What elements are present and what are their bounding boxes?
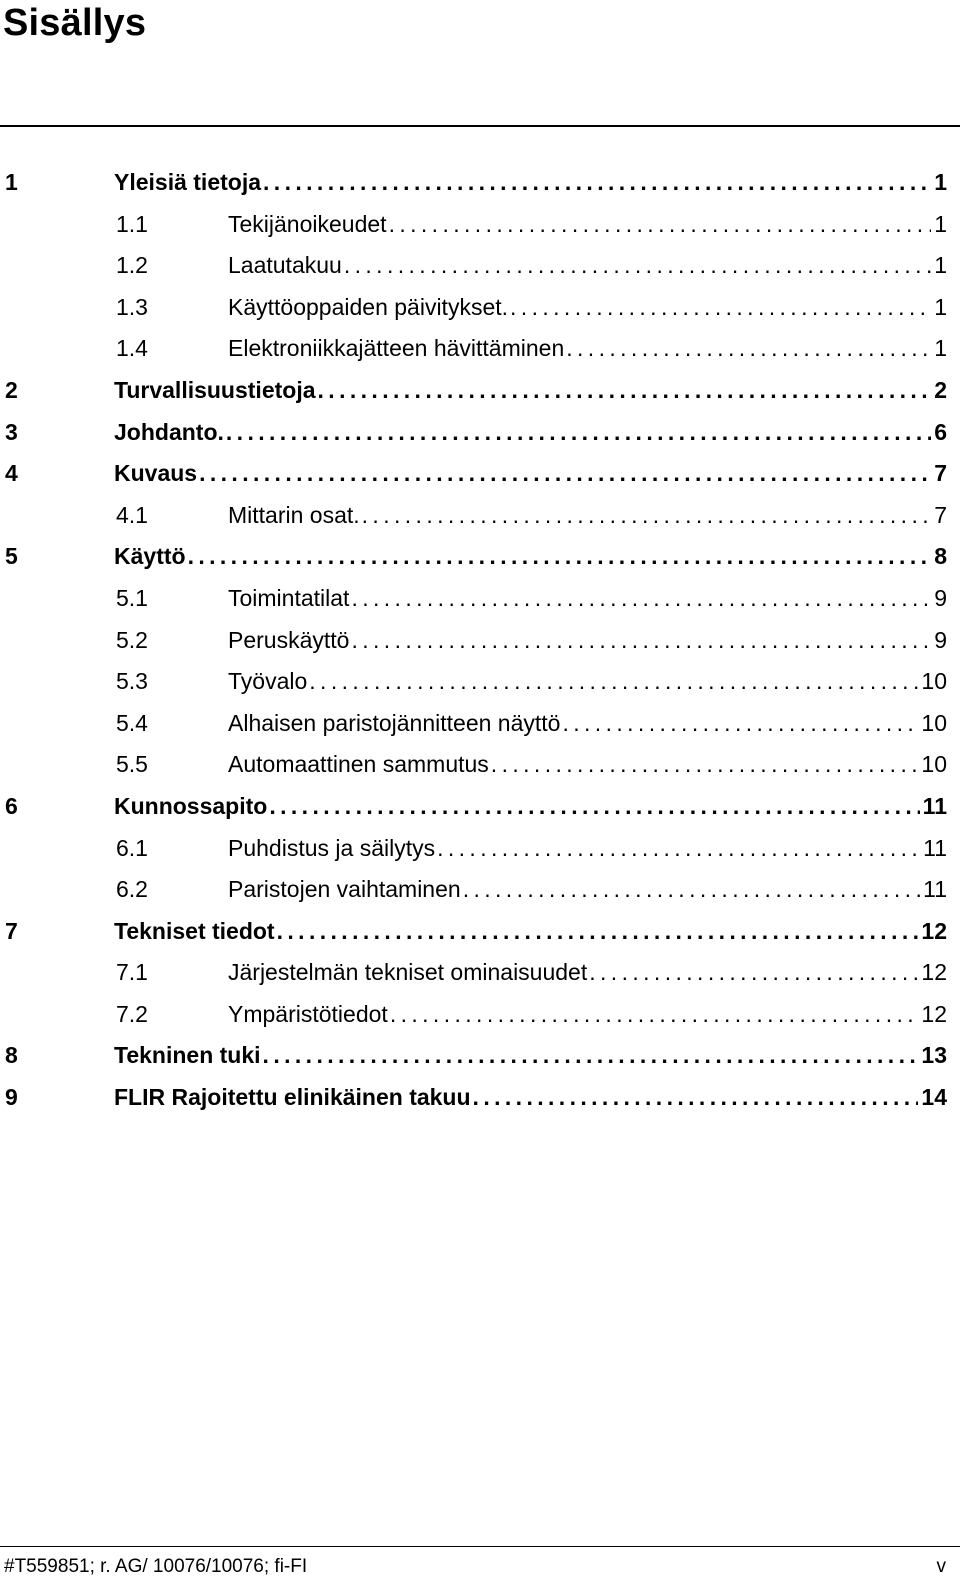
toc-entry-number: 7.1	[116, 959, 148, 986]
toc-chapter-entry[interactable]	[0, 536, 960, 578]
toc-section-entry[interactable]	[0, 245, 960, 287]
toc-entry-page: 14	[921, 1084, 947, 1111]
toc-entry-number: 1.1	[116, 210, 148, 237]
toc-dot-leader	[263, 162, 931, 204]
toc-dot-leader	[463, 869, 920, 911]
toc-dot-leader	[277, 911, 919, 953]
toc-section-entry[interactable]	[0, 703, 960, 745]
toc-entry-number: 5.4	[116, 709, 148, 736]
toc-section-entry[interactable]	[0, 661, 960, 703]
page-title: Sisällys	[3, 2, 147, 44]
toc-chapter-entry[interactable]	[0, 370, 960, 412]
toc-entry-page: 1	[934, 169, 947, 195]
toc-entry-page: 13	[921, 1042, 947, 1069]
toc-entry-title: Alhaisen paristojännitteen näyttö	[228, 709, 561, 736]
toc-chapter-entry[interactable]	[0, 1035, 960, 1077]
toc-entry-page: 12	[921, 1000, 947, 1027]
toc-entry-number: 5.1	[116, 584, 148, 611]
toc-dot-leader	[589, 952, 918, 994]
toc-entry-number: 5.2	[116, 626, 148, 653]
toc-entry-number: 9	[5, 1084, 18, 1111]
toc-dot-leader	[473, 1077, 919, 1119]
toc-entry-title: Tekniset tiedot	[114, 917, 275, 944]
toc-entry-page: 12	[921, 959, 947, 986]
toc-entry-title: Työvalo	[228, 668, 308, 695]
toc-entry-page: 12	[921, 917, 947, 944]
toc-entry-page: 11	[923, 834, 947, 861]
toc-chapter-entry[interactable]	[0, 911, 960, 953]
toc-dot-leader	[351, 620, 931, 662]
toc-entry-title: Johdanto.	[114, 418, 224, 445]
toc-chapter-entry[interactable]	[0, 162, 960, 204]
toc-entry-number: 5.5	[116, 751, 148, 778]
toc-dot-leader	[318, 370, 932, 412]
toc-entry-title: Tekninen tuki	[114, 1042, 261, 1069]
toc-section-entry[interactable]	[0, 869, 960, 911]
toc-entry-number: 4.1	[116, 501, 148, 528]
toc-entry-title: Ympäristötiedot	[228, 1000, 388, 1027]
toc-dot-leader	[362, 495, 932, 537]
toc-entry-page: 9	[934, 584, 947, 611]
toc-section-entry[interactable]	[0, 578, 960, 620]
toc-entry-page: 11	[923, 876, 947, 903]
toc-entry-page: 1	[934, 210, 947, 237]
footer-document-id: #T559851; r. AG/ 10076/10076; fi-FI	[4, 1556, 308, 1577]
toc-entry-page: 1	[934, 252, 947, 279]
toc-chapter-entry[interactable]	[0, 786, 960, 828]
footer-divider	[0, 1546, 960, 1547]
toc-entry-number: 1.4	[116, 335, 148, 362]
toc-entry-number: 6.2	[116, 876, 148, 903]
toc-entry-title: Turvallisuustietoja	[114, 376, 316, 403]
toc-section-entry[interactable]	[0, 495, 960, 537]
toc-entry-title: Elektroniikkajätteen hävittäminen	[228, 335, 565, 362]
toc-section-entry[interactable]	[0, 620, 960, 662]
toc-entry-title: Yleisiä tietoja	[114, 169, 262, 195]
toc-dot-leader	[437, 828, 920, 870]
toc-section-entry[interactable]	[0, 952, 960, 994]
toc-section-entry[interactable]	[0, 204, 960, 246]
toc-dot-leader	[269, 786, 919, 828]
toc-entry-page: 10	[921, 668, 947, 695]
toc-entry-title: Paristojen vaihtaminen	[228, 876, 461, 903]
toc-entry-number: 1	[5, 169, 18, 195]
toc-entry-title: Järjestelmän tekniset ominaisuudet	[228, 959, 588, 986]
toc-entry-page: 10	[921, 751, 947, 778]
toc-entry-title: Kunnossapito	[114, 792, 268, 819]
toc-dot-leader	[226, 412, 931, 454]
toc-entry-number: 1.3	[116, 293, 148, 320]
toc-dot-leader	[188, 536, 932, 578]
toc-section-entry[interactable]	[0, 828, 960, 870]
toc-dot-leader	[390, 994, 919, 1036]
toc-entry-title: Toimintatilat	[228, 584, 350, 611]
toc-entry-number: 4	[5, 460, 18, 487]
toc-dot-leader	[263, 1035, 919, 1077]
toc-entry-title: Peruskäyttö	[228, 626, 350, 653]
toc-section-entry[interactable]	[0, 328, 960, 370]
toc-dot-leader	[566, 328, 931, 370]
toc-section-entry[interactable]	[0, 287, 960, 329]
table-of-contents	[0, 162, 960, 1119]
toc-entry-page: 7	[934, 501, 947, 528]
toc-chapter-entry[interactable]	[0, 453, 960, 495]
toc-entry-page: 11	[922, 792, 947, 819]
toc-entry-number: 8	[5, 1042, 18, 1069]
toc-dot-leader	[199, 453, 931, 495]
toc-entry-title: Tekijänoikeudet	[228, 210, 387, 237]
toc-entry-title: Laatutakuu	[228, 252, 342, 279]
toc-section-entry[interactable]	[0, 744, 960, 786]
toc-entry-page: 9	[934, 626, 947, 653]
toc-entry-title: Puhdistus ja säilytys	[228, 834, 436, 861]
toc-entry-number: 3	[5, 418, 18, 445]
toc-entry-number: 2	[5, 376, 18, 403]
toc-dot-leader	[510, 287, 931, 329]
toc-entry-number: 1.2	[116, 252, 148, 279]
toc-entry-page: 8	[934, 543, 947, 570]
toc-entry-title: Kuvaus	[114, 460, 198, 487]
toc-chapter-entry[interactable]	[0, 412, 960, 454]
toc-dot-leader	[562, 703, 918, 745]
toc-entry-page: 1	[934, 335, 947, 362]
footer-page-number: v	[936, 1556, 946, 1577]
toc-entry-number: 6.1	[116, 834, 148, 861]
toc-dot-leader	[491, 744, 919, 786]
toc-entry-page: 1	[934, 293, 947, 320]
toc-dot-leader	[389, 204, 932, 246]
toc-dot-leader	[309, 661, 918, 703]
toc-entry-title: Automaattinen sammutus	[228, 751, 489, 778]
toc-entry-number: 7.2	[116, 1000, 148, 1027]
toc-dot-leader	[351, 578, 931, 620]
toc-entry-number: 5.3	[116, 668, 148, 695]
toc-entry-page: 6	[934, 418, 947, 445]
toc-entry-title: Käyttö	[114, 543, 186, 570]
toc-section-entry[interactable]	[0, 994, 960, 1036]
toc-entry-page: 2	[934, 376, 947, 403]
title-divider	[0, 125, 960, 127]
toc-entry-number: 6	[5, 792, 18, 819]
toc-entry-title: FLIR Rajoitettu elinikäinen takuu	[114, 1084, 471, 1111]
toc-entry-page: 7	[934, 460, 947, 487]
toc-dot-leader	[344, 245, 931, 287]
toc-entry-title: Mittarin osat.	[228, 501, 360, 528]
toc-entry-number: 7	[5, 917, 18, 944]
toc-entry-number: 5	[5, 543, 18, 570]
toc-chapter-entry[interactable]	[0, 1077, 960, 1119]
toc-entry-title: Käyttöoppaiden päivitykset.	[228, 293, 509, 320]
toc-entry-page: 10	[921, 709, 947, 736]
